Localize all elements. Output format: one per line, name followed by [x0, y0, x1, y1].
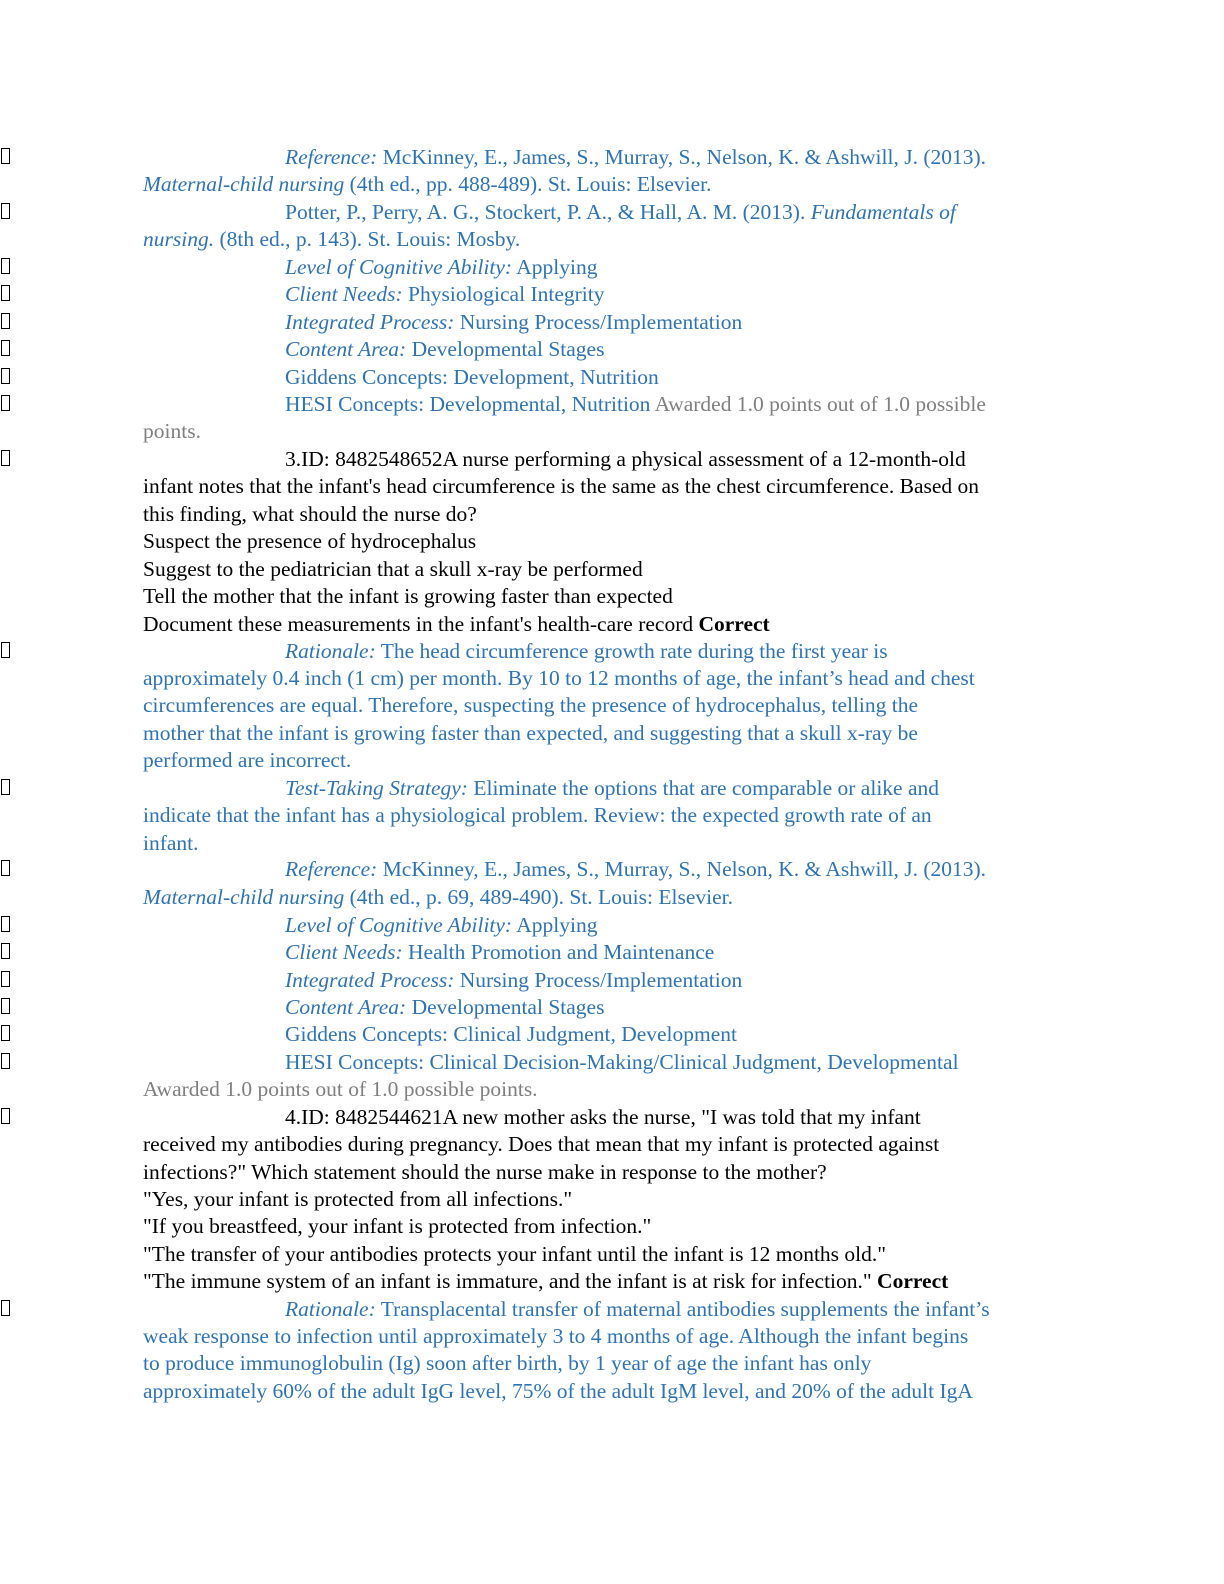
question-3-stem [285, 445, 966, 473]
awarded-points: Awarded 1.0 points out of 1.0 possible [650, 392, 986, 416]
reference-tail: (4th ed., p. 69, 489-490). St. Louis: Elsevier. [344, 885, 734, 909]
content-area-label: Content Area: [285, 337, 407, 361]
client-needs-label: Client Needs: [285, 282, 403, 306]
bullet-marker [1, 642, 10, 658]
correct-marker: Correct [698, 612, 770, 636]
question-3-text: A nurse performing a physical assessment of a 12-month-old [442, 447, 966, 471]
book-title: Maternal-child nursing [143, 172, 345, 196]
reference-continuation [143, 170, 712, 198]
bullet-marker [1, 779, 10, 795]
question-4-stem [285, 1103, 921, 1131]
reference-continuation [143, 883, 733, 911]
rationale-line [285, 1295, 990, 1323]
client-needs-line [285, 938, 714, 966]
reference-tail: (8th ed., p. 143). St. Louis: Mosby. [214, 227, 521, 251]
answer-option: "Yes, your infant is protected from all infections." [143, 1187, 573, 1211]
strategy-label: Test-Taking Strategy: [285, 776, 468, 800]
bullet-marker [1, 395, 10, 411]
rationale-label: Rationale: [285, 1297, 376, 1321]
cognitive-level-line [285, 911, 598, 939]
bullet-marker [1, 998, 10, 1014]
bullet-marker [1, 450, 10, 466]
answer-option: "The transfer of your antibodies protects your infant until the infant is 12 months old." [143, 1242, 887, 1266]
answer-option: Tell the mother that the infant is growing faster than expected [143, 584, 673, 608]
question-4-text: A new mother asks the nurse, "I was told that my infant [442, 1105, 921, 1129]
book-title: Fundamentals of [810, 200, 956, 224]
content-area-value: Developmental Stages [406, 995, 605, 1019]
cognitive-level-label: Level of Cognitive Ability: [285, 913, 513, 937]
integrated-process-line [285, 308, 742, 336]
integrated-process-value: Nursing Process/Implementation [454, 310, 743, 334]
rationale-continuation: approximately 0.4 inch (1 cm) per month. By 10 to 12 months of age, the infant’s head and chest [143, 666, 975, 690]
hesi-concepts-line: HESI Concepts: Clinical Decision-Making/Clinical Judgment, Developmental [285, 1050, 959, 1074]
cognitive-level-value: Applying [512, 255, 598, 279]
correct-marker: Correct [877, 1269, 949, 1293]
bullet-marker [1, 313, 10, 329]
bullet-marker [1, 1053, 10, 1069]
bullet-marker [1, 1108, 10, 1124]
reference-text: McKinney, E., James, S., Murray, S., Nelson, K. & Ashwill, J. (2013). [377, 145, 987, 169]
question-3-stem-continuation: infant notes that the infant's head circumference is the same as the chest circumference. Based on [143, 474, 980, 498]
rationale-continuation: circumferences are equal. Therefore, suspecting the presence of hydrocephalus, telling the [143, 693, 919, 717]
rationale-label: Rationale: [285, 639, 376, 663]
question-4-id: 4.ID: 8482544621 [285, 1105, 443, 1129]
reference-text: Potter, P., Perry, A. G., Stockert, P. A., & Hall, A. M. (2013). [285, 200, 811, 224]
bullet-marker [1, 916, 10, 932]
strategy-text: Eliminate the options that are comparable or alike and [467, 776, 940, 800]
strategy-continuation: indicate that the infant has a physiological problem. Review: the expected growth rate of an [143, 803, 932, 827]
cognitive-level-label: Level of Cognitive Ability: [285, 255, 513, 279]
answer-option: Suggest to the pediatrician that a skull x-ray be performed [143, 557, 643, 581]
answer-option-text: "The immune system of an infant is immature, and the infant is at risk for infection." [143, 1269, 878, 1293]
hesi-concepts-line [285, 390, 986, 418]
reference-text: McKinney, E., James, S., Murray, S., Nelson, K. & Ashwill, J. (2013). [377, 857, 987, 881]
giddens-concepts-line: Giddens Concepts: Clinical Judgment, Development [285, 1022, 738, 1046]
client-needs-label: Client Needs: [285, 940, 403, 964]
reference-line [285, 855, 986, 883]
content-area-label: Content Area: [285, 995, 407, 1019]
bullet-marker [1, 203, 10, 219]
answer-option: "If you breastfeed, your infant is protected from infection." [143, 1214, 652, 1238]
client-needs-value: Health Promotion and Maintenance [402, 940, 715, 964]
integrated-process-line [285, 966, 742, 994]
answer-option-text: Document these measurements in the infant's health-care record [143, 612, 699, 636]
bullet-marker [1, 148, 10, 164]
bullet-marker [1, 971, 10, 987]
integrated-process-label: Integrated Process: [285, 968, 455, 992]
hesi-concepts-text: HESI Concepts: Developmental, Nutrition [285, 392, 651, 416]
question-4-stem-continuation: received my antibodies during pregnancy. Does that mean that my infant is protected against [143, 1132, 940, 1156]
question-4-stem-continuation: infections?" Which statement should the nurse make in response to the mother? [143, 1160, 827, 1184]
bullet-marker [1, 285, 10, 301]
answer-option-correct [143, 610, 770, 638]
strategy-continuation: infant. [143, 831, 199, 855]
bullet-marker [1, 860, 10, 876]
rationale-line [285, 637, 888, 665]
giddens-concepts-line: Giddens Concepts: Development, Nutrition [285, 365, 659, 389]
rationale-continuation: to produce immunoglobulin (Ig) soon after birth, by 1 year of age the infant has only [143, 1351, 872, 1375]
rationale-continuation: performed are incorrect. [143, 748, 352, 772]
integrated-process-label: Integrated Process: [285, 310, 455, 334]
reference-line [285, 143, 986, 171]
answer-option-correct [143, 1267, 948, 1295]
book-title: nursing. [143, 227, 215, 251]
book-title: Maternal-child nursing [143, 885, 345, 909]
client-needs-line [285, 280, 604, 308]
cognitive-level-line [285, 253, 598, 281]
reference-label: Reference: [285, 857, 378, 881]
reference-line-2 [285, 198, 956, 226]
reference-label: Reference: [285, 145, 378, 169]
bullet-marker [1, 1025, 10, 1041]
bullet-marker [1, 340, 10, 356]
rationale-continuation: weak response to infection until approximately 3 to 4 months of age. Although the infant begins [143, 1324, 969, 1348]
rationale-text: The head circumference growth rate during the first year is [375, 639, 888, 663]
question-3-id: 3.ID: 8482548652 [285, 447, 443, 471]
rationale-text: Transplacental transfer of maternal antibodies supplements the infant’s [375, 1297, 990, 1321]
bullet-marker [1, 943, 10, 959]
bullet-marker [1, 258, 10, 274]
content-area-line [285, 993, 604, 1021]
awarded-points: Awarded 1.0 points out of 1.0 possible points. [143, 1077, 538, 1101]
awarded-points-continuation: points. [143, 419, 201, 443]
bullet-marker [1, 1300, 10, 1316]
question-3-stem-continuation: this finding, what should the nurse do? [143, 502, 477, 526]
reference-tail: (4th ed., pp. 488-489). St. Louis: Elsevier. [344, 172, 712, 196]
bullet-marker [1, 368, 10, 384]
integrated-process-value: Nursing Process/Implementation [454, 968, 743, 992]
cognitive-level-value: Applying [512, 913, 598, 937]
strategy-line [285, 774, 939, 802]
content-area-value: Developmental Stages [406, 337, 605, 361]
rationale-continuation: approximately 60% of the adult IgG level, 75% of the adult IgM level, and 20% of the adult IgA [143, 1379, 973, 1403]
rationale-continuation: mother that the infant is growing faster than expected, and suggesting that a skull x-ray be [143, 721, 918, 745]
reference-continuation [143, 225, 520, 253]
client-needs-value: Physiological Integrity [402, 282, 605, 306]
content-area-line [285, 335, 604, 363]
answer-option: Suspect the presence of hydrocephalus [143, 529, 477, 553]
